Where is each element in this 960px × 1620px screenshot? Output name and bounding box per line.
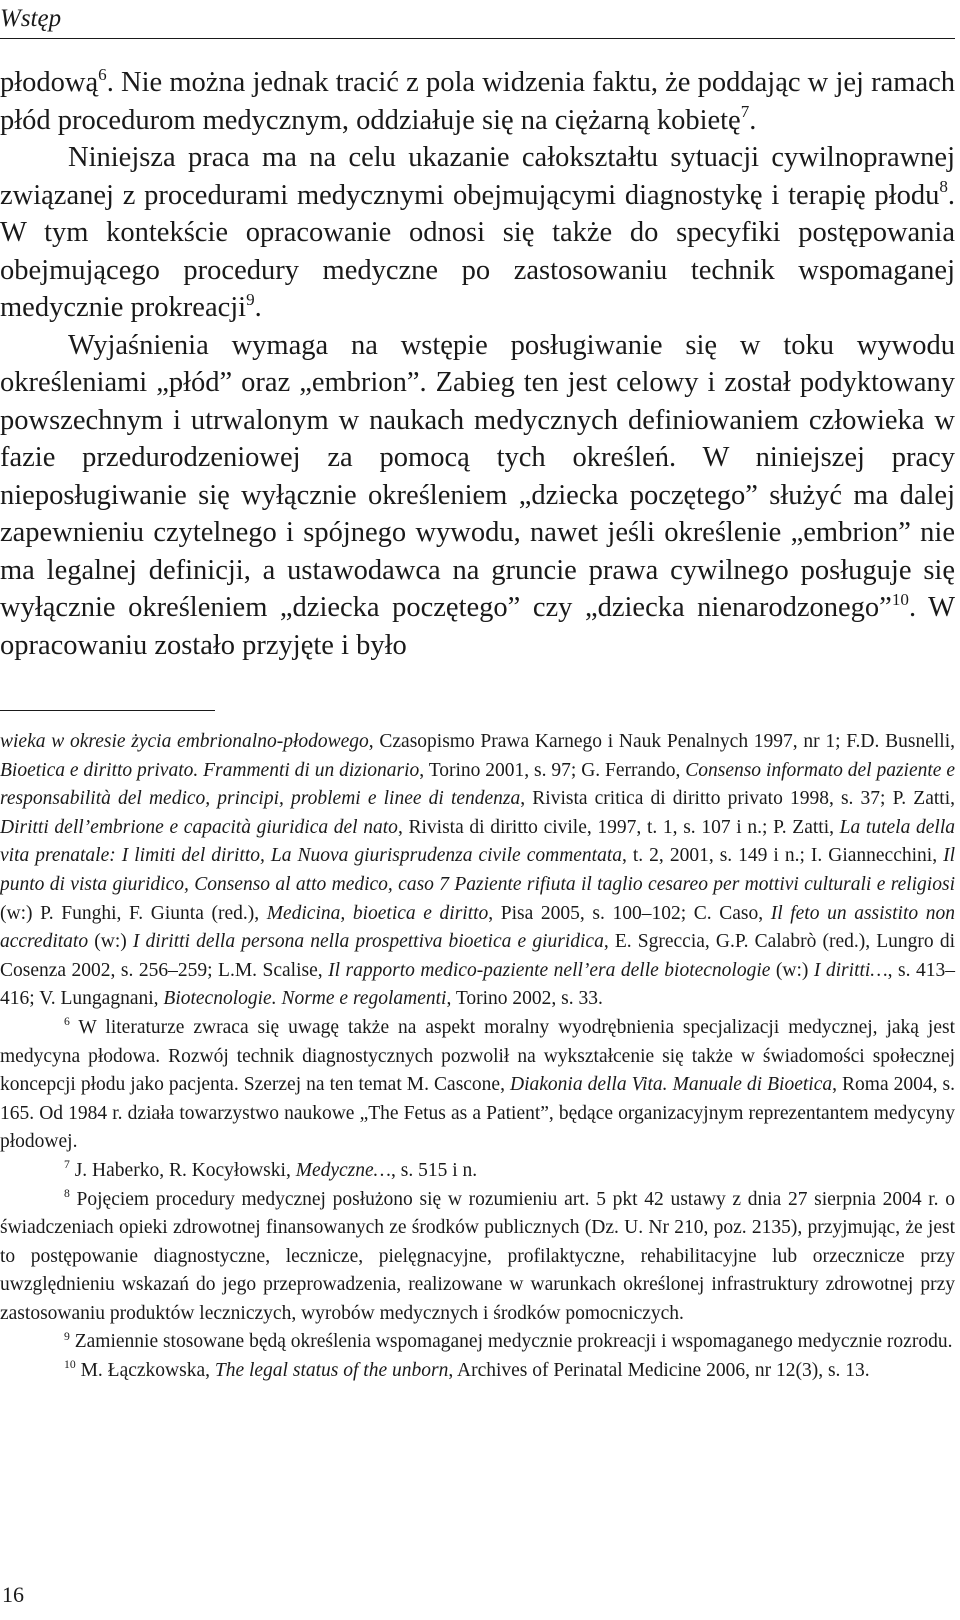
text-run: , Torino 2002, s. 33. [446, 988, 603, 1010]
text-run: , Archives of Perinatal Medicine 2006, nr 12(3), s. 13. [448, 1360, 870, 1382]
text-run: Il punto di vista giuridico, Consenso al atto medico, caso 7 Paziente rifiuta il taglio cesareo per mottivi culturali e religiosi [0, 845, 955, 895]
footnote-number: 8 [64, 1186, 70, 1200]
running-head: Wstęp [0, 5, 62, 32]
text-run: , Rivista di diritto civile, 1997, t. 1, s. 107 i n.; P. Zatti, [397, 816, 840, 838]
footnote-ref: 8 [939, 177, 948, 197]
footnote-ref: 6 [98, 64, 107, 84]
footnote-continued [0, 728, 955, 1014]
text-run: W literaturze zwraca się uwagę także na aspekt moralny wyodrębnienia specjalizacji medycznej, jaką jest medycyna płodowa. Rozwój technik diagnostycznych pozwolił na wykształcenie się także w świadomości społecznej koncepcji płodu jako pacjenta. Szerzej na ten temat M. Cascone, [0, 1016, 955, 1096]
text-run: wieka w okresie życia embrionalno-płodowego [0, 731, 369, 752]
text-run: Niniejsza praca ma na celu ukazanie całokształtu sytuacji cywilnoprawnej związanej z procedurami medycznymi obejmującymi diagnostykę i terapię płodu [0, 142, 955, 211]
text-run: Pojęciem procedury medycznej posłużono się w rozumieniu art. 5 pkt 42 ustawy z dnia 27 sierpnia 2004 r. o świadczeniach opieki zdrowotnej finansowanych ze środków publicznych (Dz. U. Nr 210, poz. 2135), przyjmując, że jest to postępowanie diagnostyczne, lecznicze, pielęgnacyjne, profilaktyczne, rehabilitacyjne lub orzecznicze przy uwzględnieniu wskazań do jego przeprowadzenia, realizowane w warunkach określonej infrastruktury zdrowotnej przy zastosowaniu produktów leczniczych, wyrobów medycznych i środków pomocniczych. [0, 1188, 955, 1324]
footnote-6 [0, 1014, 955, 1157]
text-run: M. Łączkowska, [75, 1360, 215, 1382]
text-run: (w:) [88, 931, 133, 953]
footnote-ref: 9 [246, 289, 255, 309]
footnote-number: 6 [64, 1015, 70, 1029]
body-paragraph-1 [0, 64, 955, 139]
text-run: Consenso informato del paziente e responsabilità del medico, principi, problemi e linee di tendenza [0, 759, 955, 810]
text-run: , Czasopismo Prawa Karnego i Nauk Penalnych 1997, nr 1; F.D. Busnelli, [368, 731, 955, 752]
footnote-ref: 7 [740, 102, 750, 122]
text-run: . W tym kontekście opracowanie odnosi się także do specyfiki postępowania obejmującego procedury medyczne po zastosowaniu technik wspomaganej medycznie prokreacji [0, 179, 955, 323]
text-run: I diritti della persona nella prospettiva bioetica e giuridica [132, 931, 604, 953]
text-run: . Nie można jednak tracić z pola widzenia faktu, że poddając w jej ramach płód procedurom medycznym, oddziałuje się na ciężarną kobietę [0, 67, 955, 136]
text-run: Medicina, bioetica e diritto [266, 902, 489, 924]
text-run: Diritti dell’embrione e capacità giuridica del nato [0, 816, 398, 838]
text-run: Medyczne… [295, 1159, 391, 1181]
footnote-9 [0, 1328, 955, 1357]
text-run: . [749, 104, 757, 136]
text-run: , Roma 2004, s. 165. Od 1984 r. działa towarzystwo naukowe „The Fetus as a Patient”, będące organizacyjnym reprezentantem medycyny płodowej. [0, 1074, 955, 1153]
text-run: La tutela della vita prenatale: I limiti del diritto, La Nuova giurisprudenza civile commentata [0, 816, 955, 867]
footnote-ref: 10 [891, 589, 909, 609]
footnote-number: 10 [64, 1358, 76, 1372]
text-run: , t. 2, 2001, s. 149 i n.; I. Giannecchini, [622, 845, 944, 867]
text-run: Il rapporto medico-paziente nell’era delle biotecnologie [328, 959, 771, 981]
text-run: (w:) P. Funghi, F. Giunta (red.), [0, 902, 267, 924]
text-run: J. Haberko, R. Kocyłowski, [69, 1159, 296, 1181]
footnote-8 [0, 1186, 955, 1329]
body-paragraph-3 [0, 327, 955, 665]
text-run: Wyjaśnienia wymaga na wstępie posługiwanie się w toku wywodu określeniami „płód” oraz „embrion”. Zabieg ten jest celowy i został podyktowany powszechnym i utrwalonym w naukach medycznych definiowaniem człowieka w fazie przedurodzeniowej za pomocą tych określeń. W niniejszej pracy nieposługiwanie się wyłącznie określeniem „dziecka poczętego” służyć ma dalej zapewnieniu czytelnego i spójnego wywodu, nawet jeśli określenie „embrion” nie ma legalnej definicji, a ustawodawca na gruncie prawa cywilnego posługuje się wyłącznie określeniem „dziecka poczętego” czy „dziecka nienarodzonego” [0, 329, 955, 623]
text-run: . [254, 292, 262, 323]
text-run: Biotecnologie. Norme e regolamenti [163, 988, 447, 1010]
text-run: Zamiennie stosowane będą określenia wspomaganej medycznie prokreacji i wspomaganego medycznie rozrodu. [69, 1331, 953, 1353]
text-run: , Rivista critica di diritto privato 1998, s. 37; P. Zatti, [520, 788, 955, 810]
page-number: 16 [2, 1582, 24, 1607]
text-run: Diakonia della Vita. Manuale di Bioetica [510, 1074, 833, 1096]
footnote-number: 7 [64, 1158, 70, 1172]
footnote-separator [0, 710, 215, 711]
main-text [0, 64, 955, 664]
text-run: Il feto un assistito non accreditato [0, 902, 955, 953]
body-paragraph-2 [0, 139, 955, 327]
text-run: . W opracowaniu zostało przyjęte i było [0, 592, 956, 661]
footnote-number: 9 [64, 1329, 70, 1343]
header-rule [0, 38, 955, 39]
text-run: , Pisa 2005, s. 100–102; C. Caso, [488, 902, 771, 924]
footnote-7 [0, 1157, 955, 1186]
text-run: , Torino 2001, s. 97; G. Ferrando, [419, 759, 686, 781]
text-run: , E. Sgreccia, G.P. Calabrò (red.), Lungro di Cosenza 2002, s. 256–259; L.M. Scalise, [0, 931, 955, 981]
text-run: , s. 515 i n. [391, 1159, 478, 1181]
text-run: (w:) [770, 959, 814, 981]
text-run: płodową [0, 67, 99, 98]
footnote-10 [0, 1357, 955, 1386]
text-run: I diritti… [813, 959, 888, 981]
text-run: The legal status of the unborn [214, 1360, 449, 1382]
footnotes [0, 728, 955, 1386]
text-run: Bioetica e diritto privato. Frammenti di un dizionario [0, 759, 420, 781]
text-run: , s. 413–416; V. Lungagnani, [0, 959, 955, 1010]
